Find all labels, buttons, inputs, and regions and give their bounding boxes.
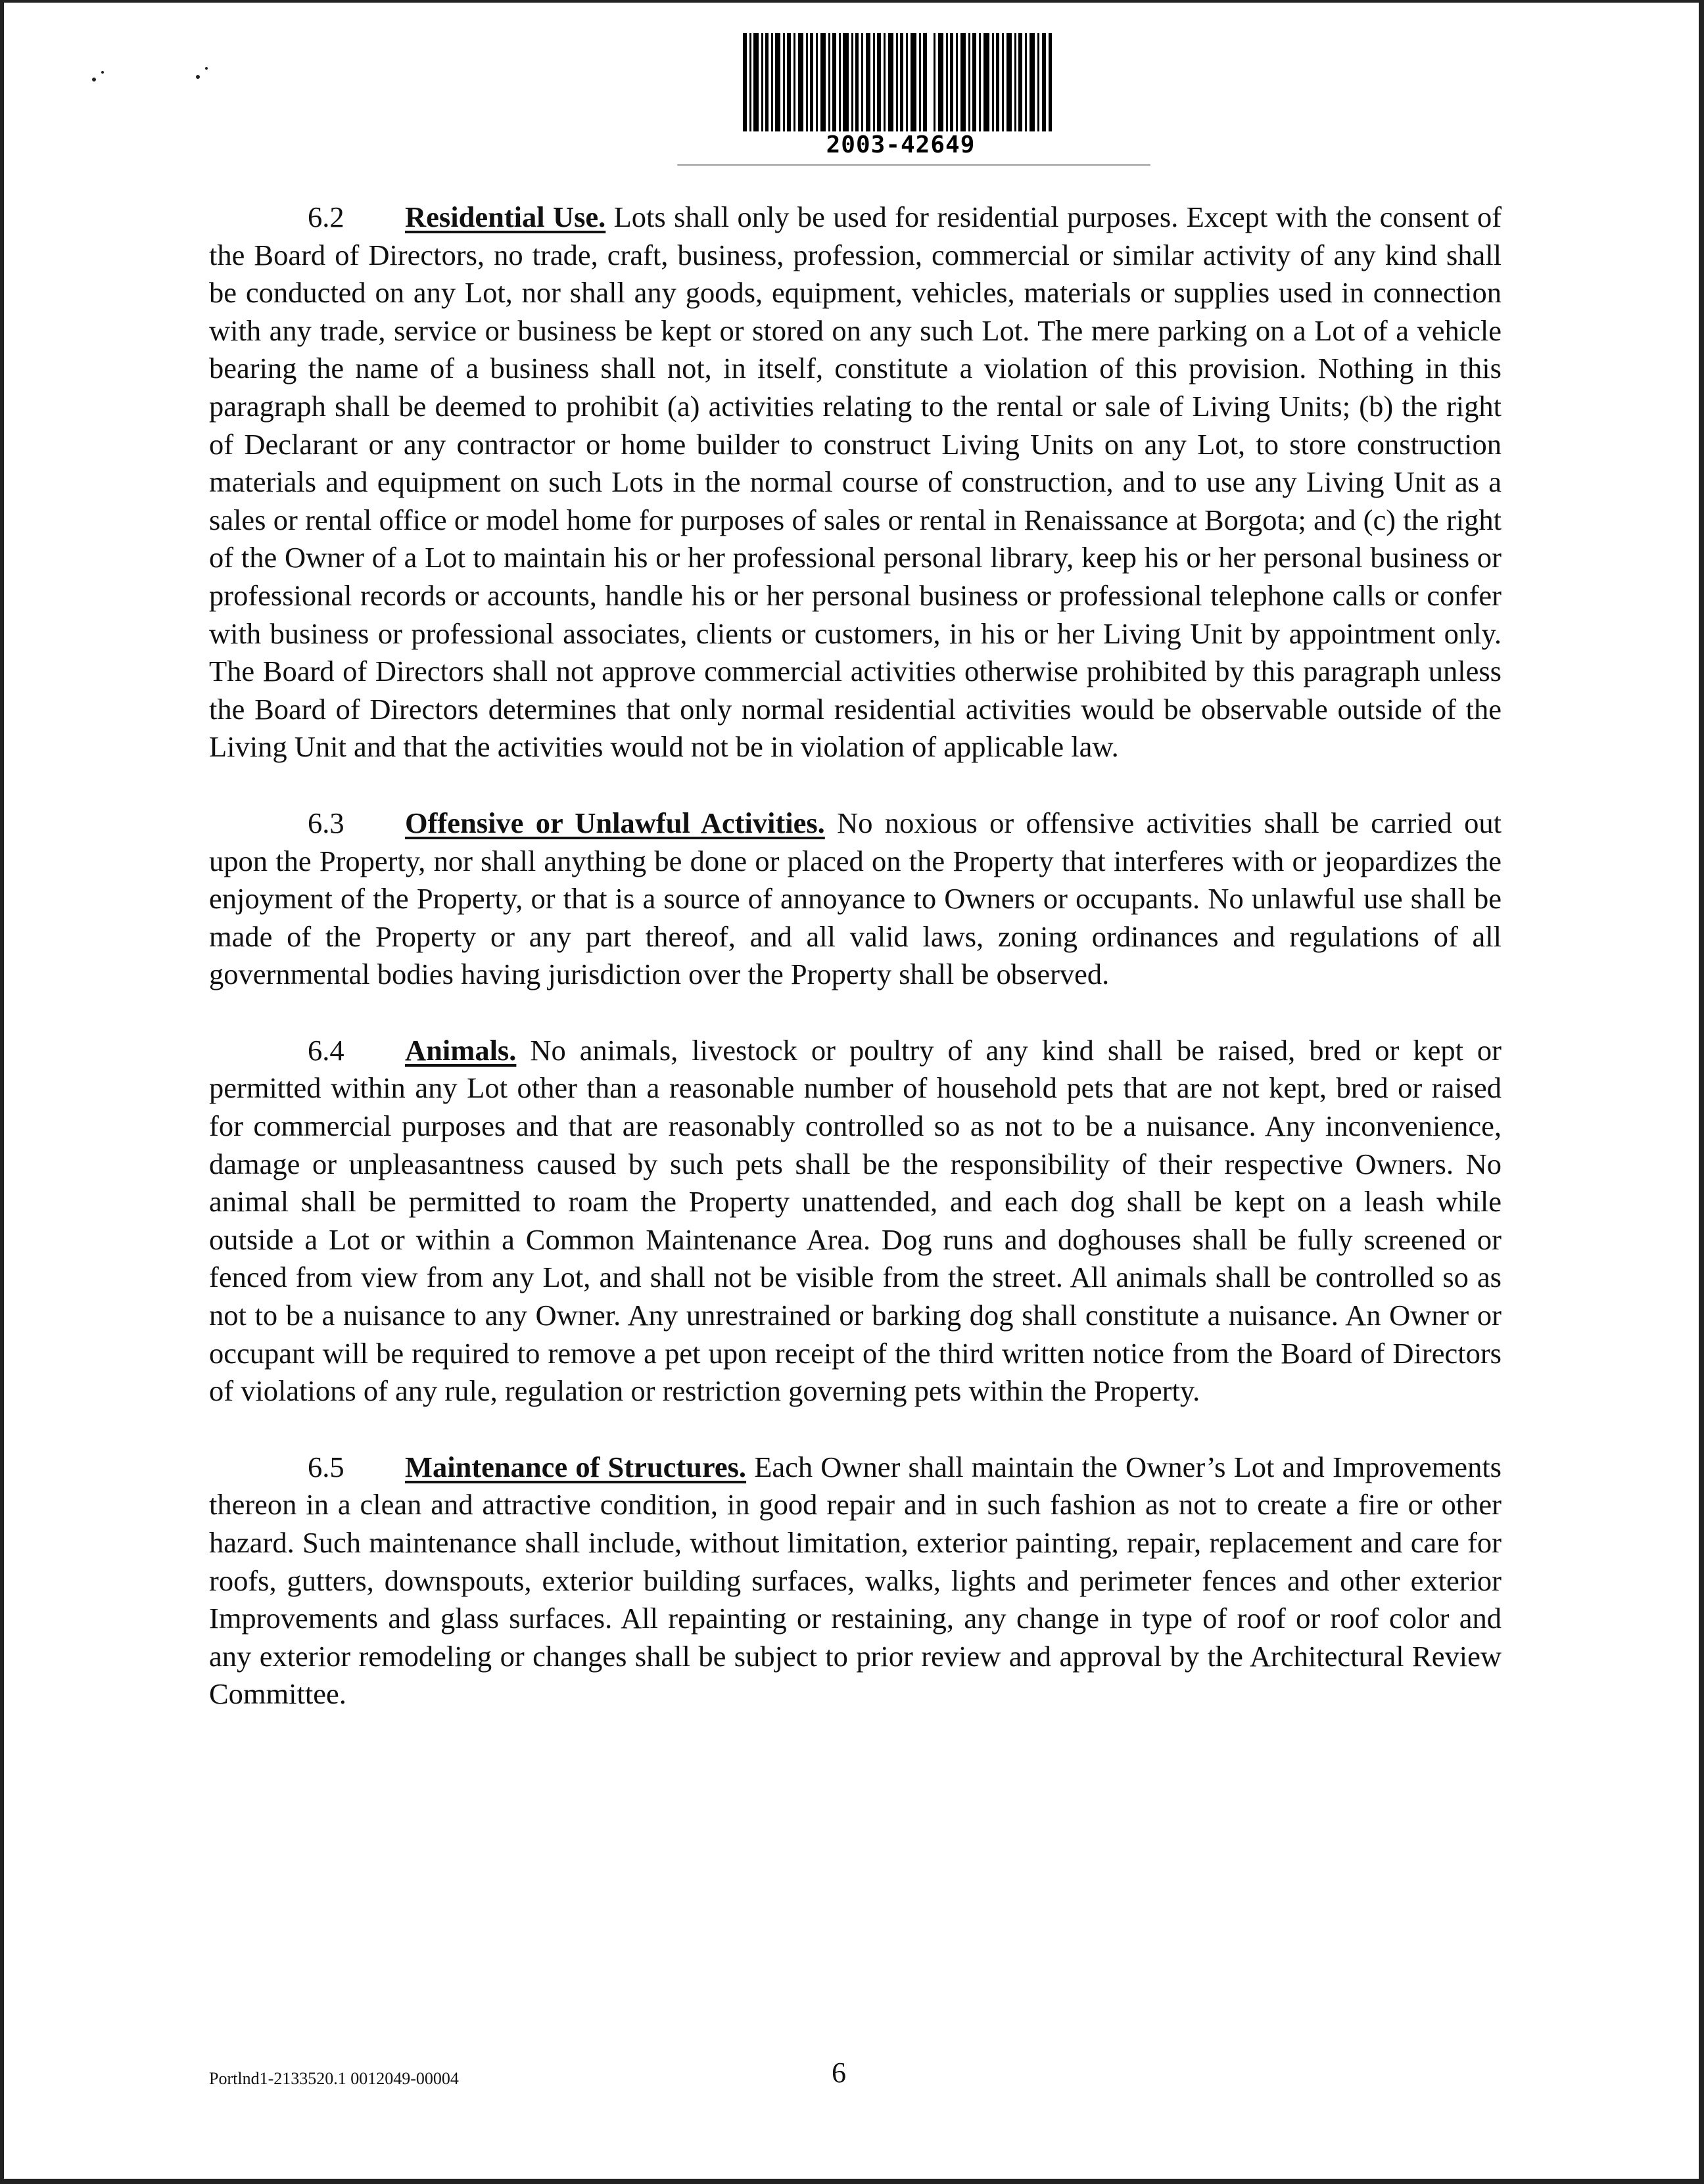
- barcode-underline: [677, 164, 1150, 166]
- speck: [196, 75, 200, 79]
- section-number: 6.2: [308, 200, 344, 233]
- scan-specks: [85, 59, 230, 99]
- section-heading: Animals.: [405, 1033, 517, 1067]
- section-number: 6.5: [308, 1450, 344, 1483]
- page-number: 6: [832, 2056, 846, 2089]
- document-number: 2003-42649: [826, 131, 976, 158]
- scan-edge-left: [0, 0, 4, 2184]
- scan-edge-bottom: [0, 2179, 1704, 2184]
- section-6-2: [209, 198, 1502, 766]
- section-6-3: [209, 804, 1502, 994]
- section-heading: Residential Use.: [405, 200, 606, 233]
- section-text: No noxious or offensive activities shall be carried out upon the Property, nor shall anything be done or placed on the Property that interferes with or jeopardizes the enjoyment of the Property, or that is a source of annoyance to Owners or occupants. No unlawful use shall be made of the Property or any part thereof, and all valid laws, zoning ordinances and regulations of all governmental bodies having jurisdiction over the Property shall be observed.: [209, 806, 1502, 991]
- speck: [101, 71, 104, 74]
- section-heading: Offensive or Unlawful Activities.: [405, 806, 825, 839]
- document-body: [209, 198, 1502, 1752]
- footer-document-id: Portlnd1-2133520.1 0012049-00004: [209, 2069, 459, 2088]
- section-text: No animals, livestock or poultry of any kind shall be raised, bred or kept or permitted within any Lot other than a reasonable number of household pets that are not kept, bred or raised for commercial purposes and that are reasonably controlled so as not to be a nuisance. Any inconvenience, damage or unpleasantness caused by such pets shall be the responsibility of their respective Owners. No animal shall be permitted to roam the Property unattended, and each dog shall be kept on a leash while outside a Lot or within a Common Maintenance Area. Dog runs and doghouses shall be fully screened or fenced from view from any Lot, and shall not be visible from the street. All animals shall be controlled so as not to be a nuisance to any Owner. Any unrestrained or barking dog shall constitute a nuisance. An Owner or occupant will be required to remove a pet upon receipt of the third written notice from the Board of Directors of violations of any rule, regulation or restriction governing pets within the Property.: [209, 1033, 1502, 1408]
- barcode-image: [743, 33, 1052, 131]
- barcode-block: [671, 33, 1144, 174]
- section-6-5: [209, 1449, 1502, 1713]
- scan-edge-right: [1699, 0, 1704, 2184]
- section-text: Each Owner shall maintain the Owner’s Lot and Improvements thereon in a clean and attractive condition, in good repair and in such fashion as not to create a fire or other hazard. Such maintenance shall include, without limitation, exterior painting, repair, replacement and care for roofs, gutters, downspouts, exterior building surfaces, walks, lights and perimeter fences and other exterior Improvements and glass surfaces. All repainting or restaining, any change in type of roof or roof color and any exterior remodeling or changes shall be subject to prior review and approval by the Architectural Review Committee.: [209, 1450, 1502, 1711]
- section-heading: Maintenance of Structures.: [405, 1450, 747, 1483]
- speck: [205, 67, 208, 70]
- section-6-4: [209, 1032, 1502, 1410]
- scan-edge-top: [0, 0, 1704, 3]
- section-text: Lots shall only be used for residential purposes. Except with the consent of the Board of Directors, no trade, craft, business, profession, commercial or similar activity of any kind shall be conducted on any Lot, nor shall any goods, equipment, vehicles, materials or supplies used in connection with any trade, service or business be kept or stored on any such Lot. The mere parking on a Lot of a vehicle bearing the name of a business shall not, in itself, constitute a violation of this provision. Nothing in this paragraph shall be deemed to prohibit (a) activities relating to the rental or sale of Living Units; (b) the right of Declarant or any contractor or home builder to construct Living Units on any Lot, to store construction materials and equipment on such Lots in the normal course of construction, and to use any Living Unit as a sales or rental office or model home for purposes of sales or rental in Renaissance at Borgota; and (c) the right of the Owner of a Lot to maintain his or her professional personal library, keep his or her personal business or professional records or accounts, handle his or her personal business or professional telephone calls or confer with business or professional associates, clients or customers, in his or her Living Unit by appointment only. The Board of Directors shall not approve commercial activities otherwise prohibited by this paragraph unless the Board of Directors determines that only normal residential activities would be observable outside of the Living Unit and that the activities would not be in violation of applicable law.: [209, 200, 1502, 764]
- section-number: 6.4: [308, 1033, 344, 1067]
- section-number: 6.3: [308, 806, 344, 839]
- speck: [92, 78, 96, 81]
